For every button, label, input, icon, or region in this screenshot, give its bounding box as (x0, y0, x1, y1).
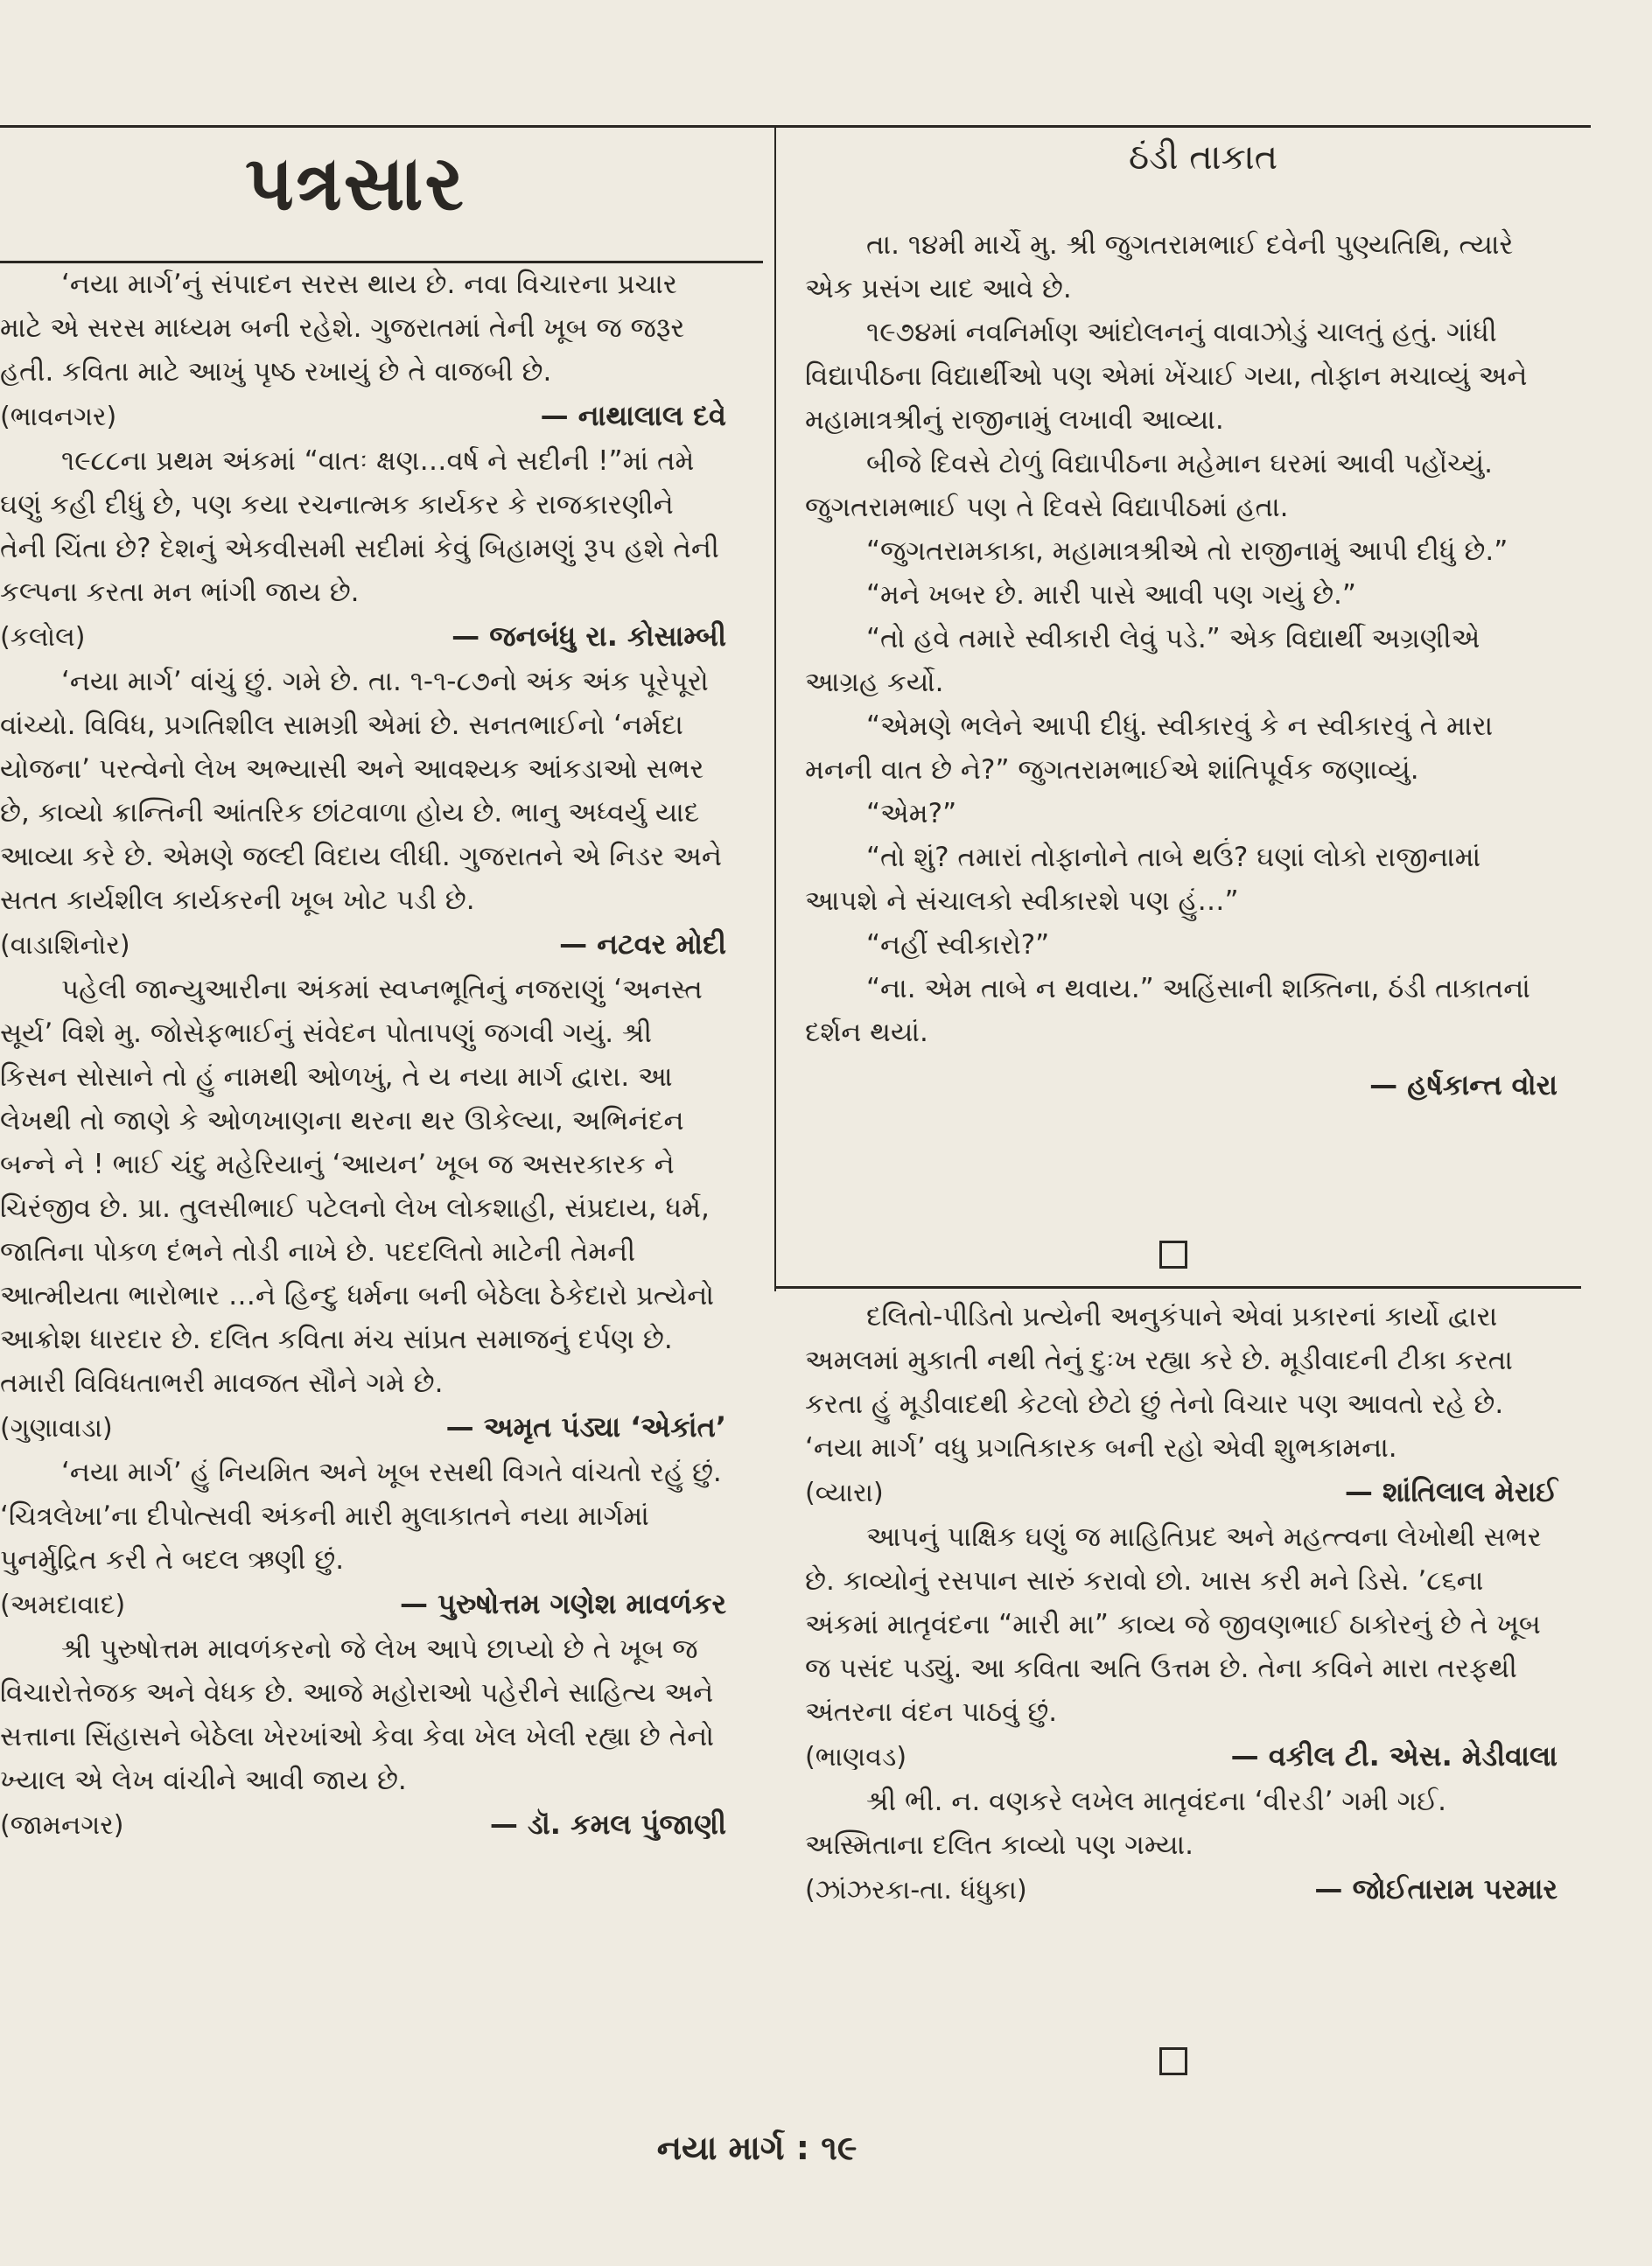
letter-signature (0, 1582, 726, 1627)
story-paragraph: “નહીં સ્વીકારો?” (866, 929, 1050, 961)
story-column (805, 223, 1558, 1107)
letters-column-left (0, 262, 726, 1848)
letter-text: શ્રી પુરુષોત્તમ માવળંકરનો જે લેખ આપે છાપ્યો છે તે ખૂબ જ વિચારોત્તેજક અને વેધક છે. આજે મહોરાઓ પહેરીને સાહિત્ય અને સત્તાના સિંહાસને બેઠેલા ખેરખાંઓ કેવા કેવા ખેલ ખેલી રહ્યા છે તેનો ખ્યાલ એ લેખ વાંચીને આવી જાય છે. (0, 1633, 715, 1796)
letter-signature (0, 614, 726, 660)
letter-author: — જોઈતારામ પરમાર (1314, 1872, 1558, 1906)
letter-signature (805, 1867, 1558, 1913)
story-paragraph: તા. ૧૪મી માર્ચે મુ. શ્રી જુગતરામભાઈ દવેની પુણ્યતિથિ, ત્યારે એક પ્રસંગ યાદ આવે છે. (805, 229, 1514, 304)
letter-author: — શાંતિલાલ મેરાઈ (1344, 1475, 1558, 1508)
letter-text: આપનું પાક્ષિક ઘણું જ માહિતિપ્રદ અને મહત્ત્વના લેખોથી સભર છે. કાવ્યોનું રસપાન સારું કરાવો છો. ખાસ કરી મને ડિસે. ’૮૬ના અંકમાં માતૃવંદના “મારી મા” કાવ્ય જે જીવણભાઈ ઠાકોરનું છે તે ખૂબ જ પસંદ પડ્યું. આ કવિતા અતિ ઉત્તમ છે. તેના કવિને મારા તરફથી અંતરના વંદન પાઠવું છું. (805, 1521, 1542, 1728)
letter-text: ‘નયા માર્ગ’નું સંપાદન સરસ થાય છે. નવા વિચારના પ્રચાર માટે એ સરસ માધ્યમ બની રહેશે. ગુજરાતમાં તેની ખૂબ જ જરૂર હતી. કવિતા માટે આખું પૃષ્ઠ રખાયું છે તે વાજબી છે. (0, 269, 685, 388)
letter-signature (0, 394, 726, 439)
letter-signature (0, 1802, 726, 1848)
letter-signature (0, 1405, 726, 1451)
story-paragraph: “મને ખબર છે. મારી પાસે આવી પણ ગયું છે.” (866, 579, 1356, 611)
story-divider-rule (774, 1286, 1581, 1289)
letter-author: — જનબંધુ રા. કોસામ્બી (452, 619, 726, 653)
letter-text: ‘નયા માર્ગ’ વાંચું છું. ગમે છે. તા. ૧-૧-૮૭નો અંક અંક પૂરેપૂરો વાંચ્યો. વિવિધ, પ્રગતિશીલ સામગ્રી એમાં છે. સનતભાઈનો ‘નર્મદા યોજના’ પરત્વેનો લેખ અભ્યાસી અને આવશ્યક આંકડાઓ સભર છે, કાવ્યો ક્રાન્તિની આંતરિક છાંટવાળા હોય છે. ભાનુ અધ્વર્યુ યાદ આવ્યા કરે છે. એમણે જલ્દી વિદાય લીધી. ગુજરાતને એ નિડર અને સતત કાર્યશીલ કાર્યકરની ખૂબ ખોટ પડી છે. (0, 666, 722, 916)
story-end-box (1159, 1241, 1187, 1269)
top-rule (0, 125, 1591, 128)
letter-author: — વકીલ ટી. એસ. મેડીવાલા (1230, 1739, 1558, 1773)
letter-place: (અમદાવાદ) (0, 1590, 126, 1620)
letter-place: (ગુણાવાડા) (0, 1413, 113, 1444)
story-paragraph: “એમણે ભલેને આપી દીધું. સ્વીકારવું કે ન સ્વીકારવું તે મારા મનની વાત છે ને?” જુગતરામભાઈએ શાંતિપૂર્વક જણાવ્યું. (805, 710, 1494, 786)
letter-place: (જામનગર) (0, 1810, 124, 1841)
section-masthead: પત્રસાર (245, 139, 466, 227)
column-divider (774, 128, 776, 1291)
letter-place: (વ્યારા) (805, 1478, 884, 1508)
story-paragraph: “તો હવે તમારે સ્વીકારી લેવું પડે.” એક વિદ્યાર્થી અગ્રણીએ આગ્રહ કર્યો. (805, 623, 1480, 698)
letter-author: — ડૉ. કમલ પુંજાણી (489, 1808, 726, 1841)
letter-place: (ઝાંઝરકા-તા. ધંધુકા) (805, 1875, 1027, 1906)
letter-author: — નટવર મોદી (559, 927, 726, 961)
letter-text: દલિતો-પીડિતો પ્રત્યેની અનુકંપાને એવાં પ્રકારનાં કાર્યો દ્વારા અમલમાં મુકાતી નથી તેનું દુઃખ રહ્યા કરે છે. મૂડીવાદની ટીકા કરતા કરતા હું મૂડીવાદથી કેટલો છેટો છું તેનો વિચાર પણ આવતો રહે છે. ‘નયા માર્ગ’ વધુ પ્રગતિકારક બની રહો એવી શુભકામના. (805, 1301, 1513, 1464)
letter-text: ૧૯૮૮ના પ્રથમ અંકમાં “વાતઃ ક્ષણ…વર્ષ ને સદીની !”માં તમે ઘણું કહી દીધું છે, પણ કયા રચનાત્મક કાર્યકર કે રાજકારણીને તેની ચિંતા છે? દેશનું એકવીસમી સદીમાં કેવું બિહામણું રૂપ હશે તેની કલ્પના કરતા મન ભાંગી જાય છે. (0, 445, 719, 608)
story-paragraph: “એમ?” (866, 798, 957, 829)
letter-signature (805, 1734, 1558, 1780)
page-footer: નયા માર્ગ : ૧૯ (656, 2129, 858, 2167)
story-paragraph: “ના. એમ તાબે ન થવાય.” અહિંસાની શક્તિના, ઠંડી તાકાતનાં દર્શન થયાં. (805, 973, 1530, 1048)
story-author: — હર્ષકાન્ત વોરા (1369, 1068, 1558, 1102)
letter-text: શ્રી ભી. ન. વણકરે લખેલ માતૃવંદના ‘વીરડી’ ગમી ગઈ. અસ્મિતાના દલિત કાવ્યો પણ ગમ્યા. (805, 1786, 1447, 1861)
letter-text: ‘નયા માર્ગ’ હું નિયમિત અને ખૂબ રસથી વિગતે વાંચતો રહું છું. ‘ચિત્રલેખા’ના દીપોત્સવી અંકની મારી મુલાકાતને નયા માર્ગમાં પુનર્મુદ્રિત કરી તે બદલ ઋણી છું. (0, 1457, 722, 1576)
letter-signature (805, 1470, 1558, 1515)
story-paragraph: બીજે દિવસે ટોળું વિદ્યાપીઠના મહેમાન ઘરમાં આવી પહોંચ્યું. જુગતરામભાઈ પણ તે દિવસે વિદ્યાપીઠમાં હતા. (805, 448, 1494, 523)
letters-end-box (1159, 2047, 1187, 2075)
story-paragraph: “જુગતરામકાકા, મહામાત્રશ્રીએ તો રાજીનામું આપી દીધું છે.” (866, 535, 1508, 567)
letter-author: — અમૃત પંડ્યા ‘એકાંત’ (445, 1410, 726, 1444)
letter-author: — પુરુષોત્તમ ગણેશ માવળંકર (400, 1587, 726, 1620)
letters-column-right (805, 1295, 1558, 1913)
letter-text: પહેલી જાન્યુઆરીના અંકમાં સ્વપ્નભૂતિનું નજરાણું ‘અનસ્ત સૂર્ય’ વિશે મુ. જોસેફભાઈનું સંવેદન પોતાપણું જગવી ગયું. શ્રી કિસન સોસાને તો હું નામથી ઓળખું, તે ય નયા માર્ગ દ્વારા. આ લેખથી તો જાણે કે ઓળખાણના થરના થર ઊકેલ્યા, અભિનંદન બન્ને ને ! ભાઈ ચંદુ મહેરિયાનું ‘આયન’ ખૂબ જ અસરકારક ને ચિરંજીવ છે. પ્રા. તુલસીભાઈ પટેલનો લેખ લોકશાહી, સંપ્રદાય, ધર્મ, જાતિના પોકળ દંભને તોડી નાખે છે. પદદલિતો માટેની તેમની આત્મીયતા ભારોભાર …ને હિન્દુ ધર્મના બની બેઠેલા ઠેકેદારો પ્રત્યેનો આક્રોશ ધારદાર છે. દલિત કવિતા મંચ સાંપ્રત સમાજનું દર્પણ છે. તમારી વિવિધતાભરી માવજત સૌને ગમે છે. (0, 974, 715, 1399)
story-paragraph: “તો શું? તમારાં તોફાનોને તાબે થઉં? ઘણાં લોકો રાજીનામાં આપશે ને સંચાલકો સ્વીકારશે પણ હું…” (805, 842, 1481, 917)
story-title: ઠંડી તાકાત (1128, 137, 1278, 178)
letter-place: (વાડાશિનોર) (0, 930, 130, 961)
letter-signature (0, 922, 726, 968)
letter-place: (ભાવનગર) (0, 402, 117, 432)
letter-place: (ભાણવડ) (805, 1742, 907, 1773)
letter-author: — નાથાલાલ દવે (540, 399, 726, 432)
letter-place: (કલોલ) (0, 622, 86, 653)
story-paragraph: ૧૯૭૪માં નવનિર્માણ આંદોલનનું વાવાઝોડું ચાલતું હતું. ગાંધી વિદ્યાપીઠના વિદ્યાર્થીઓ પણ એમાં ખેંચાઈ ગયા, તોફાન મચાવ્યું અને મહામાત્રશ્રીનું રાજીનામું લખાવી આવ્યા. (805, 317, 1528, 436)
